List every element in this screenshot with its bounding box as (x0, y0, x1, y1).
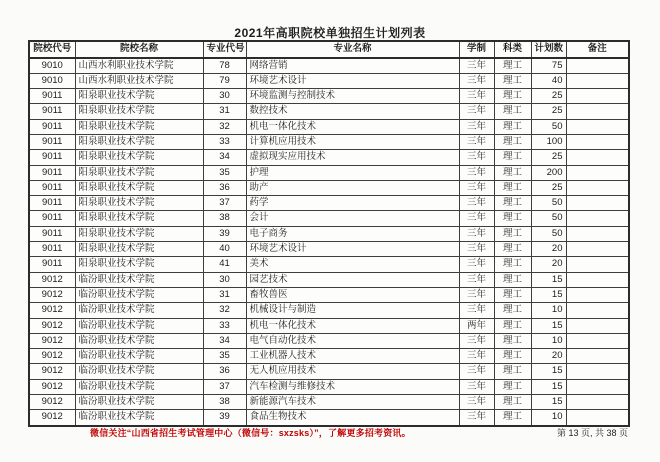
cell-college-name: 阳泉职业技术学院 (75, 165, 203, 180)
cell-plan-count: 15 (531, 318, 566, 333)
cell-college-code: 9010 (29, 58, 75, 74)
cell-remarks (566, 287, 629, 302)
cell-plan-count: 40 (531, 73, 566, 88)
cell-major-name: 数控技术 (246, 104, 459, 119)
table-row (29, 303, 629, 318)
cell-major-name: 助产 (246, 180, 459, 195)
header-remarks: 备注 (566, 41, 629, 58)
table-row (29, 211, 629, 226)
cell-college-code: 9011 (29, 119, 75, 134)
cell-college-code: 9011 (29, 104, 75, 119)
cell-college-code: 9010 (29, 73, 75, 88)
cell-subject-type: 理工 (494, 379, 531, 394)
cell-plan-count: 25 (531, 150, 566, 165)
header-plan-count: 计划数 (531, 41, 566, 58)
cell-duration: 三年 (459, 395, 494, 410)
cell-college-name: 阳泉职业技术学院 (75, 211, 203, 226)
cell-subject-type: 理工 (494, 58, 531, 74)
cell-college-code: 9011 (29, 211, 75, 226)
cell-college-name: 阳泉职业技术学院 (75, 226, 203, 241)
cell-plan-count: 25 (531, 180, 566, 195)
cell-plan-count: 15 (531, 379, 566, 394)
cell-remarks (566, 303, 629, 318)
cell-major-name: 环境艺术设计 (246, 242, 459, 257)
cell-plan-count: 20 (531, 242, 566, 257)
cell-remarks (566, 410, 629, 426)
table-row (29, 318, 629, 333)
cell-duration: 三年 (459, 333, 494, 348)
cell-plan-count: 50 (531, 196, 566, 211)
cell-remarks (566, 73, 629, 88)
header-major-code: 专业代号 (203, 41, 246, 58)
cell-remarks (566, 119, 629, 134)
cell-plan-count: 10 (531, 303, 566, 318)
cell-major-code: 36 (203, 180, 246, 195)
header-college-code: 院校代号 (29, 41, 75, 58)
cell-remarks (566, 379, 629, 394)
table-row (29, 180, 629, 195)
cell-college-code: 9012 (29, 395, 75, 410)
table-row (29, 364, 629, 379)
cell-college-name: 阳泉职业技术学院 (75, 104, 203, 119)
page-number-indicator: 第 13 页, 共 38 页 (556, 428, 628, 438)
cell-subject-type: 理工 (494, 333, 531, 348)
cell-major-name: 畜牧兽医 (246, 287, 459, 302)
cell-plan-count: 50 (531, 119, 566, 134)
cell-duration: 三年 (459, 410, 494, 426)
cell-college-code: 9011 (29, 242, 75, 257)
cell-duration: 两年 (459, 318, 494, 333)
cell-remarks (566, 272, 629, 287)
cell-major-name: 园艺技术 (246, 272, 459, 287)
header-subject-type: 科类 (494, 41, 531, 58)
cell-remarks (566, 318, 629, 333)
cell-major-name: 环境监测与控制技术 (246, 89, 459, 104)
cell-major-name: 环境艺术设计 (246, 73, 459, 88)
cell-major-code: 41 (203, 257, 246, 272)
table-row (29, 150, 629, 165)
cell-college-name: 山西水利职业技术学院 (75, 58, 203, 74)
cell-plan-count: 75 (531, 58, 566, 74)
table-body (29, 58, 629, 426)
table-row (29, 395, 629, 410)
table-row (29, 104, 629, 119)
table-row (29, 410, 629, 426)
cell-remarks (566, 196, 629, 211)
cell-duration: 三年 (459, 349, 494, 364)
cell-duration: 三年 (459, 287, 494, 302)
cell-major-name: 汽车检测与维修技术 (246, 379, 459, 394)
cell-plan-count: 20 (531, 257, 566, 272)
cell-remarks (566, 333, 629, 348)
cell-remarks (566, 134, 629, 149)
cell-subject-type: 理工 (494, 211, 531, 226)
cell-plan-count: 100 (531, 134, 566, 149)
cell-college-code: 9012 (29, 349, 75, 364)
cell-college-code: 9011 (29, 150, 75, 165)
table-row (29, 272, 629, 287)
cell-major-name: 机电一体化技术 (246, 119, 459, 134)
cell-plan-count: 200 (531, 165, 566, 180)
cell-college-name: 临汾职业技术学院 (75, 395, 203, 410)
cell-major-code: 35 (203, 165, 246, 180)
cell-remarks (566, 165, 629, 180)
cell-college-name: 阳泉职业技术学院 (75, 119, 203, 134)
cell-major-code: 33 (203, 134, 246, 149)
enrollment-plan-table (28, 40, 630, 427)
cell-plan-count: 50 (531, 211, 566, 226)
table-row (29, 89, 629, 104)
cell-major-name: 电气自动化技术 (246, 333, 459, 348)
cell-college-code: 9012 (29, 272, 75, 287)
cell-subject-type: 理工 (494, 410, 531, 426)
cell-remarks (566, 364, 629, 379)
cell-duration: 三年 (459, 379, 494, 394)
cell-plan-count: 15 (531, 364, 566, 379)
cell-plan-count: 25 (531, 104, 566, 119)
cell-major-name: 新能源汽车技术 (246, 395, 459, 410)
cell-college-name: 临汾职业技术学院 (75, 303, 203, 318)
cell-duration: 三年 (459, 104, 494, 119)
cell-subject-type: 理工 (494, 226, 531, 241)
header-major-name: 专业名称 (246, 41, 459, 58)
cell-subject-type: 理工 (494, 303, 531, 318)
cell-college-name: 阳泉职业技术学院 (75, 242, 203, 257)
cell-plan-count: 15 (531, 272, 566, 287)
cell-major-code: 30 (203, 89, 246, 104)
cell-duration: 三年 (459, 226, 494, 241)
cell-major-code: 31 (203, 104, 246, 119)
cell-college-code: 9011 (29, 165, 75, 180)
cell-plan-count: 10 (531, 333, 566, 348)
cell-major-name: 虚拟现实应用技术 (246, 150, 459, 165)
cell-remarks (566, 349, 629, 364)
cell-subject-type: 理工 (494, 150, 531, 165)
table-row (29, 134, 629, 149)
cell-major-name: 无人机应用技术 (246, 364, 459, 379)
cell-subject-type: 理工 (494, 257, 531, 272)
cell-plan-count: 15 (531, 395, 566, 410)
cell-college-code: 9011 (29, 257, 75, 272)
cell-duration: 三年 (459, 58, 494, 74)
cell-major-code: 36 (203, 364, 246, 379)
cell-major-name: 网络营销 (246, 58, 459, 74)
cell-subject-type: 理工 (494, 242, 531, 257)
cell-duration: 三年 (459, 165, 494, 180)
cell-remarks (566, 257, 629, 272)
cell-major-name: 计算机应用技术 (246, 134, 459, 149)
cell-duration: 三年 (459, 196, 494, 211)
cell-major-name: 药学 (246, 196, 459, 211)
cell-college-code: 9012 (29, 303, 75, 318)
cell-major-code: 33 (203, 318, 246, 333)
table-row (29, 73, 629, 88)
cell-college-name: 临汾职业技术学院 (75, 272, 203, 287)
cell-major-name: 食品生物技术 (246, 410, 459, 426)
cell-subject-type: 理工 (494, 196, 531, 211)
cell-college-name: 临汾职业技术学院 (75, 318, 203, 333)
cell-plan-count: 10 (531, 410, 566, 426)
cell-major-code: 38 (203, 211, 246, 226)
cell-duration: 三年 (459, 257, 494, 272)
cell-college-name: 临汾职业技术学院 (75, 364, 203, 379)
cell-college-code: 9011 (29, 226, 75, 241)
table-row (29, 257, 629, 272)
cell-subject-type: 理工 (494, 119, 531, 134)
cell-college-code: 9011 (29, 196, 75, 211)
cell-major-code: 30 (203, 272, 246, 287)
cell-major-name: 工业机器人技术 (246, 349, 459, 364)
cell-duration: 三年 (459, 73, 494, 88)
cell-duration: 三年 (459, 364, 494, 379)
header-duration: 学制 (459, 41, 494, 58)
cell-subject-type: 理工 (494, 349, 531, 364)
cell-college-name: 阳泉职业技术学院 (75, 196, 203, 211)
cell-subject-type: 理工 (494, 73, 531, 88)
cell-major-code: 32 (203, 119, 246, 134)
cell-major-code: 32 (203, 303, 246, 318)
cell-subject-type: 理工 (494, 318, 531, 333)
cell-remarks (566, 58, 629, 74)
table-row (29, 333, 629, 348)
cell-college-code: 9012 (29, 318, 75, 333)
cell-subject-type: 理工 (494, 395, 531, 410)
cell-college-code: 9012 (29, 364, 75, 379)
cell-major-name: 美术 (246, 257, 459, 272)
cell-duration: 三年 (459, 272, 494, 287)
cell-subject-type: 理工 (494, 104, 531, 119)
cell-college-code: 9012 (29, 333, 75, 348)
cell-subject-type: 理工 (494, 287, 531, 302)
cell-major-code: 34 (203, 150, 246, 165)
cell-major-code: 37 (203, 379, 246, 394)
cell-remarks (566, 104, 629, 119)
cell-college-name: 临汾职业技术学院 (75, 349, 203, 364)
cell-college-name: 阳泉职业技术学院 (75, 134, 203, 149)
cell-college-code: 9011 (29, 180, 75, 195)
table-row (29, 287, 629, 302)
cell-major-name: 护理 (246, 165, 459, 180)
cell-college-code: 9011 (29, 134, 75, 149)
cell-plan-count: 25 (531, 89, 566, 104)
table-row (29, 226, 629, 241)
cell-duration: 三年 (459, 242, 494, 257)
cell-major-code: 34 (203, 333, 246, 348)
header-college-name: 院校名称 (75, 41, 203, 58)
cell-subject-type: 理工 (494, 165, 531, 180)
cell-college-code: 9011 (29, 89, 75, 104)
cell-major-code: 39 (203, 410, 246, 426)
cell-college-name: 临汾职业技术学院 (75, 333, 203, 348)
cell-major-name: 机电一体化技术 (246, 318, 459, 333)
cell-college-code: 9012 (29, 410, 75, 426)
table-row (29, 242, 629, 257)
table-row (29, 119, 629, 134)
cell-duration: 三年 (459, 134, 494, 149)
cell-major-code: 31 (203, 287, 246, 302)
table-row (29, 349, 629, 364)
cell-major-name: 机械设计与制造 (246, 303, 459, 318)
cell-college-name: 临汾职业技术学院 (75, 287, 203, 302)
table-header-row (29, 41, 629, 58)
cell-major-code: 38 (203, 395, 246, 410)
cell-remarks (566, 89, 629, 104)
cell-subject-type: 理工 (494, 272, 531, 287)
cell-college-name: 阳泉职业技术学院 (75, 89, 203, 104)
cell-subject-type: 理工 (494, 134, 531, 149)
cell-duration: 三年 (459, 211, 494, 226)
cell-subject-type: 理工 (494, 89, 531, 104)
cell-college-name: 阳泉职业技术学院 (75, 150, 203, 165)
cell-remarks (566, 242, 629, 257)
cell-major-code: 37 (203, 196, 246, 211)
cell-remarks (566, 211, 629, 226)
cell-duration: 三年 (459, 303, 494, 318)
cell-major-code: 39 (203, 226, 246, 241)
cell-plan-count: 50 (531, 226, 566, 241)
cell-remarks (566, 395, 629, 410)
cell-major-code: 79 (203, 73, 246, 88)
wechat-notice-text: 微信关注“山西省招生考试管理中心（微信号：sxzsks）”，了解更多招考资讯。 (90, 428, 411, 438)
cell-major-code: 40 (203, 242, 246, 257)
cell-remarks (566, 150, 629, 165)
table-row (29, 58, 629, 74)
cell-college-name: 山西水利职业技术学院 (75, 73, 203, 88)
cell-duration: 三年 (459, 89, 494, 104)
cell-college-name: 临汾职业技术学院 (75, 410, 203, 426)
page-title: 2021年高职院校单独招生计划列表 (234, 26, 426, 40)
cell-plan-count: 15 (531, 287, 566, 302)
cell-major-name: 电子商务 (246, 226, 459, 241)
table-row (29, 196, 629, 211)
cell-college-name: 临汾职业技术学院 (75, 379, 203, 394)
cell-duration: 三年 (459, 119, 494, 134)
cell-plan-count: 20 (531, 349, 566, 364)
cell-subject-type: 理工 (494, 364, 531, 379)
cell-college-name: 阳泉职业技术学院 (75, 180, 203, 195)
table-row (29, 379, 629, 394)
cell-remarks (566, 180, 629, 195)
cell-major-code: 78 (203, 58, 246, 74)
cell-duration: 三年 (459, 180, 494, 195)
table-row (29, 165, 629, 180)
cell-major-name: 会计 (246, 211, 459, 226)
cell-duration: 三年 (459, 150, 494, 165)
cell-college-code: 9012 (29, 287, 75, 302)
cell-college-name: 阳泉职业技术学院 (75, 257, 203, 272)
cell-college-code: 9012 (29, 379, 75, 394)
cell-subject-type: 理工 (494, 180, 531, 195)
cell-remarks (566, 226, 629, 241)
cell-major-code: 35 (203, 349, 246, 364)
